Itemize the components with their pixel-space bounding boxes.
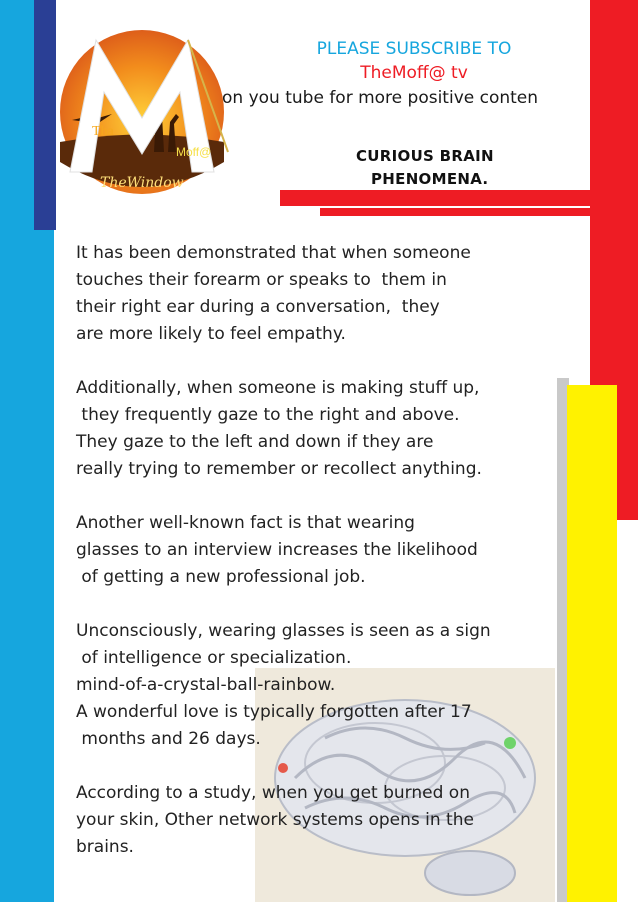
paragraph-2-line-2: they frequently gaze to the right and above. xyxy=(76,405,460,425)
page-title-line-1: CURIOUS BRAIN xyxy=(356,147,494,165)
red-divider-thin xyxy=(320,208,590,216)
right-yellow-stripe xyxy=(567,385,617,902)
paragraph-2-line-4: really trying to remember or recollect anything. xyxy=(76,459,482,479)
paragraph-3-line-3: of getting a new professional job. xyxy=(76,567,366,587)
red-divider-bar xyxy=(280,190,590,206)
logo-text-tha: Tha xyxy=(92,124,114,139)
paragraph-1-line-1: It has been demonstrated that when someone xyxy=(76,243,471,263)
paragraph-2-line-1: Additionally, when someone is making stuff up, xyxy=(76,378,480,398)
paragraph-4-line-3: mind-of-a-crystal-ball-rainbow. xyxy=(76,675,336,695)
paragraph-4-line-2: of intelligence or specialization. xyxy=(76,648,352,668)
paragraph-5-line-3: brains. xyxy=(76,837,134,857)
paragraph-1-line-4: are more likely to feel empathy. xyxy=(76,324,346,344)
left-inner-stripe xyxy=(34,230,54,902)
paragraph-5-line-1: According to a study, when you get burned on xyxy=(76,783,470,803)
paragraph-3-line-1: Another well-known fact is that wearing xyxy=(76,513,415,533)
paragraph-1-line-3: their right ear during a conversation, they xyxy=(76,297,440,317)
subscribe-line-1: PLEASE SUBSCRIBE TO xyxy=(316,39,512,59)
subscribe-line-2: TheMoff@ tv xyxy=(360,63,468,83)
paragraph-4-line-4: A wonderful love is typically forgotten after 17 xyxy=(76,702,472,722)
paragraph-4-line-5: months and 26 days. xyxy=(76,729,261,749)
body-text xyxy=(76,240,556,861)
subscribe-line-3: on you tube for more positive conten xyxy=(222,88,539,108)
logo-text-moffa: Moff@ xyxy=(176,145,212,159)
themoffa-logo-icon xyxy=(52,22,232,202)
paragraph-4-line-1: Unconsciously, wearing glasses is seen as a sign xyxy=(76,621,491,641)
paragraph-1-line-2: touches their forearm or speaks to them in xyxy=(76,270,447,290)
paragraph-5-line-2: your skin, Other network systems opens in the xyxy=(76,810,474,830)
left-cyan-stripe xyxy=(0,0,34,902)
paragraph-3-line-2: glasses to an interview increases the likelihood xyxy=(76,540,478,560)
page-title-line-2: PHENOMENA. xyxy=(371,170,489,188)
paragraph-2-line-3: They gaze to the left and down if they are xyxy=(76,432,434,452)
logo-text-window: TheWindow xyxy=(100,175,184,191)
